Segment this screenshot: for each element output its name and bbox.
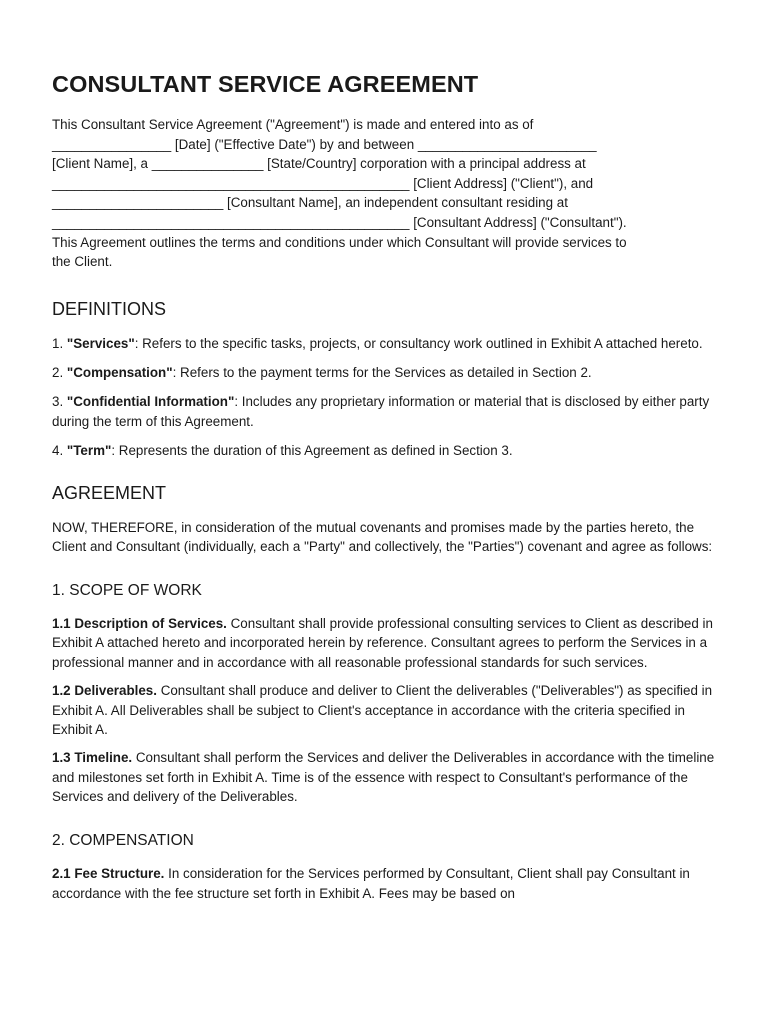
intro-line: [Client Name], a _______________ [State/Country] corporation with a principal address at xyxy=(52,156,586,172)
definition-text: : Represents the duration of this Agreement as defined in Section 3. xyxy=(111,442,513,458)
definition-number: 3. xyxy=(52,394,67,410)
intro-line: ________________________________________________ [Client Address] ("Client"), and xyxy=(52,175,594,191)
intro-line: This Agreement outlines the terms and conditions under which Consultant will provide services to xyxy=(52,234,627,250)
clause-2-1 xyxy=(52,864,724,903)
section-scope-of-work xyxy=(52,581,724,807)
intro-line: This Consultant Service Agreement ("Agreement") is made and entered into as of xyxy=(52,117,534,132)
agreement-heading: AGREEMENT xyxy=(52,482,167,503)
clause-term: 1.2 Deliverables. xyxy=(52,682,157,698)
clause-text: Consultant shall produce and deliver to Client the deliverables ("Deliverables") as specified in Exhibit A. All Deliverables shall be subject to Client's acceptance in accordance with the criteria specified in Exhibit A. xyxy=(52,682,713,738)
definition-item xyxy=(52,392,724,431)
definitions-heading: DEFINITIONS xyxy=(52,298,167,319)
definition-term: "Confidential Information" xyxy=(66,394,235,410)
clause-text: Consultant shall provide professional consulting services to Client as described in Exhibit A attached hereto and incorporated herein by reference. Consultant agrees to perform the Services in a professional manner and in accordance with all reasonable professional standards for such services. xyxy=(52,615,713,670)
clause-1-1 xyxy=(52,614,724,673)
definition-item xyxy=(52,334,724,354)
clause-1-3 xyxy=(52,748,724,807)
scope-heading: 1. SCOPE OF WORK xyxy=(52,581,202,599)
document-title: CONSULTANT SERVICE AGREEMENT xyxy=(52,71,479,97)
document-page xyxy=(52,70,724,927)
intro-line: the Client. xyxy=(52,254,113,270)
definition-text: : Refers to the payment terms for the Services as detailed in Section 2. xyxy=(172,364,592,380)
clause-text: Consultant shall perform the Services and deliver the Deliverables in accordance with the timeline and milestones set forth in Exhibit A. Time is of the essence with respect to Consultant's performance of the Services and delivery of the Deliverables. xyxy=(52,750,715,805)
definition-item xyxy=(52,441,724,461)
definition-number: 4. xyxy=(52,442,67,458)
compensation-heading: 2. COMPENSATION xyxy=(52,832,194,850)
intro-line: _______________________ [Consultant Name], an independent consultant residing at xyxy=(52,195,568,211)
intro-line: ________________________________________________ [Consultant Address] ("Consultant"). xyxy=(52,214,627,230)
definition-item xyxy=(52,363,724,383)
clause-text: In consideration for the Services performed by Consultant, Client shall pay Consultant in accordance with the fee structure set forth in Exhibit A. Fees may be based on xyxy=(52,866,690,901)
section-compensation xyxy=(52,831,724,903)
definition-term: "Term" xyxy=(66,442,112,458)
intro-paragraph xyxy=(52,115,724,272)
definition-text: : Refers to the specific tasks, projects, or consultancy work outlined in Exhibit A attached hereto. xyxy=(134,335,703,351)
clause-term: 2.1 Fee Structure. xyxy=(52,866,165,882)
clause-term: 1.1 Description of Services. xyxy=(52,615,227,631)
definition-text: : Includes any proprietary information or material that is disclosed by either party during the term of this Agreement. xyxy=(52,394,710,429)
definition-number: 2. xyxy=(52,364,67,380)
agreement-paragraph: NOW, THEREFORE, in consideration of the mutual covenants and promises made by the parties hereto, the Client and Consultant (individually, each a "Party" and collectively, the "Parties") covenant and agree as follows: xyxy=(52,519,713,555)
definition-term: "Services" xyxy=(66,335,135,351)
intro-line: ________________ [Date] ("Effective Date") by and between ________________________ xyxy=(52,136,597,152)
definitions-list xyxy=(52,334,724,461)
clause-term: 1.3 Timeline. xyxy=(52,750,133,766)
definition-term: "Compensation" xyxy=(66,364,173,380)
clause-1-2 xyxy=(52,681,724,740)
definition-number: 1. xyxy=(52,335,67,351)
